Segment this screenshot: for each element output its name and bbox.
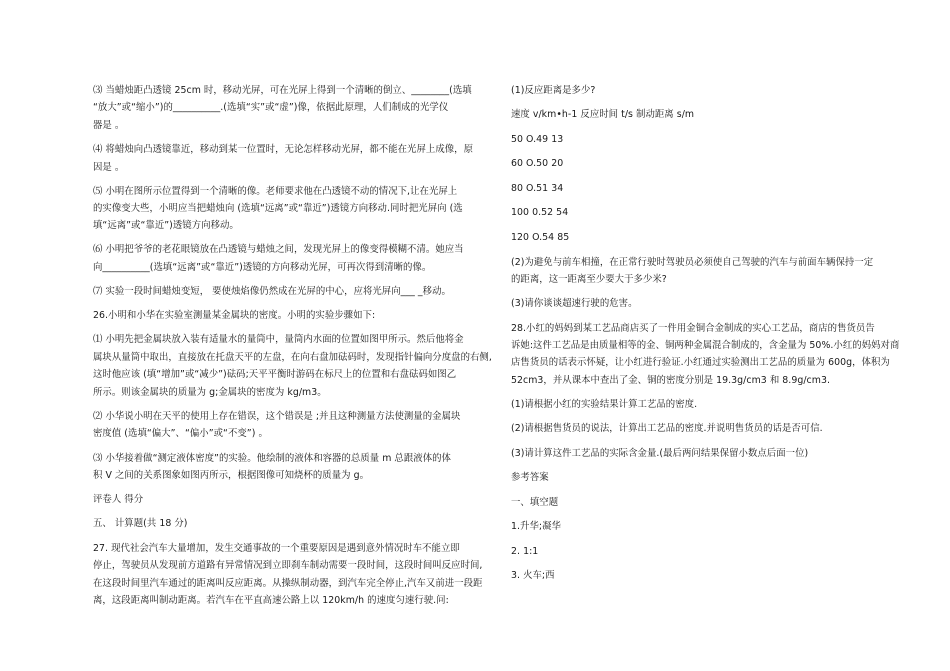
question-6-line-1: ⑹ 小明把爷爷的老花眼镜放在凸透镜与蜡烛之间，发现光屏上的像变得模糊不清。她应当 [93,244,464,255]
speed-table-row: 60 O.50 20 [511,158,564,169]
speed-table-row: 100 0.52 54 [511,207,569,218]
question-26-title: 26.小明和小华在实验室测量某金属块的密度。小明的实验步骤如下: [93,310,376,321]
speed-table-row: 120 O.54 85 [511,232,570,243]
question-27-line-2: 停止，驾驶员从发现前方道路有异常情况到立即刹车制动需要一段时间，这段时间叫反应时间, [93,560,483,571]
question-6-line-2: 向__________(选填“远离”或“靠近”)透镜的方向移动光屏，可再次得到清晰的像。 [93,262,432,273]
question-5-line-3: 填“远离”或“靠近”)透镜方向移动。 [93,220,239,231]
question-3-line-2: “放大”或“缩小”)的__________.(选填“实”或“虚”)像，依据此原理，人们制成的光学仪 [93,102,449,113]
question-28-1: (1)请根据小红的实验结果计算工艺品的密度. [511,399,698,410]
question-26-1-line-1: ⑴ 小明先把金属块放入装有适量水的量筒中，量筒内水面的位置如图甲所示。然后他将金 [93,334,464,345]
question-28-line-2: 诉她:这件工艺品是由质量相等的金、铜两种金属混合制成的，含金量为 50%.小红的妈妈对商 [511,340,900,351]
question-27-2-line-1: (2)为避免与前车相撞，在正常行驶时驾驶员必须使自己驾驶的汽车与前面车辆保持一定 [511,257,874,268]
answer-3: 3. 火车;西 [511,570,555,581]
question-4-line-2: 因是 。 [93,162,125,173]
speed-table-row: 50 O.49 13 [511,134,564,145]
question-7: ⑺ 实验一段时间蜡烛变短， 要使烛焰像仍然成在光屏的中心，应将光屏向___ _移动。 [93,286,451,297]
question-26-1-line-3: 这时他应该 (填“增加”或“减少”)砝码;天平平衡时游码在标尺上的位置和右盘砝码如图乙 [93,369,457,380]
question-27-2-line-2: 的距离，这一距离至少要大于多少米? [511,274,667,285]
section-5-title: 五、 计算题(共 18 分) [93,518,188,529]
question-27-line-1: 27. 现代社会汽车大量增加，发生交通事故的一个重要原因是遇到意外情况时车不能立即 [93,543,460,554]
question-26-3-line-2: 积 V 之间的关系图象如图丙所示，根据图像可知烧杯的质量为 g。 [93,470,370,481]
answers-section-title: 一、填空题 [511,497,559,508]
question-3-line-1: ⑶ 当蜡烛距凸透镜 25cm 时，移动光屏，可在光屏上得到一个清晰的倒立、________(选填 [93,85,472,96]
question-28-line-3: 店售货员的话表示怀疑，让小红进行验证.小红通过实验测出工艺品的质量为 600g，体积为 [511,357,890,368]
question-3-line-3: 器是 。 [93,120,125,131]
question-5-line-1: ⑸ 小明在图所示位置得到一个清晰的像。老师要求他在凸透镜不动的情况下,让在光屏上 [93,186,458,197]
question-26-2-line-1: ⑵ 小华说小明在天平的使用上存在错误，这个错误是 ;并且这种测量方法使测量的金属块 [93,411,461,422]
question-28-3: (3)请计算这件工艺品的实际含金量.(最后两问结果保留小数点后面一位) [511,448,809,459]
question-26-2-line-2: 密度值 (选填“偏大”、“偏小”或“不变”) 。 [93,428,268,439]
question-27-3: (3)请你谈谈超速行驶的危害。 [511,298,638,309]
question-28-line-4: 52cm3，并从课本中查出了金、铜的密度分别是 19.3g/cm3 和 8.9g/cm3. [511,375,830,386]
question-5-line-2: 的实像变大些，小明应当把蜡烛向 (选填“远离”或“靠近”)透镜方向移动.同时把光屏向 (选 [93,203,463,214]
speed-table-row: 80 O.51 34 [511,183,564,194]
question-27-line-3: 在这段时间里汽车通过的距离叫反应距离。从操纵制动器，到汽车完全停止,汽车又前进一段距 [93,578,483,589]
question-4-line-1: ⑷ 将蜡烛向凸透镜靠近，移动到某一位置时，无论怎样移动光屏，都不能在光屏上成像，原 [93,144,474,155]
question-28-line-1: 28.小红的妈妈到某工艺品商店买了一件用金铜合金制成的实心工艺品，商店的售货员告 [511,323,875,334]
speed-table-header: 速度 v/km•h-1 反应时间 t/s 制动距离 s/m [511,109,695,120]
question-28-2: (2)请根据售货员的说法，计算出工艺品的密度.并说明售货员的话是否可信. [511,423,823,434]
answer-1: 1.升华;凝华 [511,521,561,532]
answers-title: 参考答案 [511,472,549,483]
answer-2: 2. 1:1 [511,546,539,557]
question-27-line-4: 离，这段距离叫制动距离。若汽车在平直高速公路上以 120km/h 的速度匀速行驶.问: [93,595,449,606]
question-27-1: (1)反应距离是多少? [511,85,596,96]
grader-score-label: 评卷人 得分 [93,494,144,505]
question-26-3-line-1: ⑶ 小华接着做“测定液体密度”的实验。他绘制的液体和容器的总质量 m 总跟液体的体 [93,453,451,464]
question-26-1-line-2: 属块从量筒中取出，直接放在托盘天平的左盘，在向右盘加砝码时，发现指针偏向分度盘的右侧, [93,352,492,363]
question-26-1-line-4: 所示。则该金属块的质量为 g;金属块的密度为 kg/m3。 [93,387,327,398]
